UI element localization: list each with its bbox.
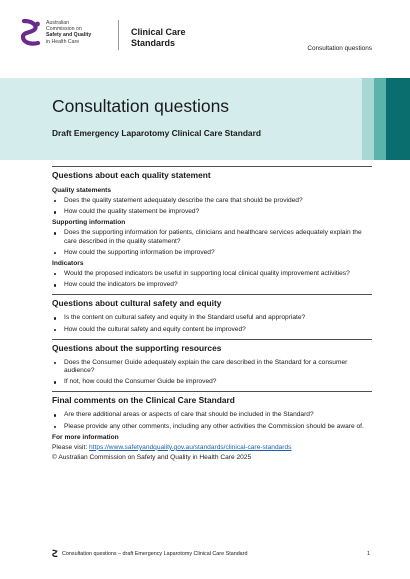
visit-prefix: Please visit: <box>52 443 90 451</box>
program-name <box>131 27 186 49</box>
banner-stripe-light <box>362 78 374 160</box>
program-line-2: Standards <box>131 38 176 48</box>
footer-title: Consultation questions – draft Emergency Laparotomy Clinical Care Standard <box>62 551 248 557</box>
commission-logo-small-icon <box>52 549 58 558</box>
banner-stripe-mid <box>374 78 386 160</box>
question-list <box>52 314 372 333</box>
list-item: Does the quality statement adequately describe the care that should be provided? <box>52 197 372 205</box>
copyright-notice: © Australian Commission on Safety and Quality in Health Care 2025 <box>52 454 252 462</box>
page-subtitle: Draft Emergency Laparotomy Clinical Care Standard <box>52 128 261 138</box>
question-list <box>52 359 372 387</box>
list-item: How could the supporting information be improved? <box>52 249 372 257</box>
group-heading: Quality statements <box>52 187 111 194</box>
standards-link[interactable]: https://www.safetyandquality.gov.au/standards/clinical-care-standards <box>89 443 292 451</box>
logo-line-1: Australian <box>46 20 70 26</box>
commission-name <box>46 20 91 45</box>
section-heading: Final comments on the Clinical Care Standard <box>52 391 372 411</box>
banner-stripe-dark <box>386 78 410 160</box>
title-banner <box>0 78 410 160</box>
section-supporting-resources <box>52 339 372 387</box>
section-heading: Questions about cultural safety and equity <box>52 294 372 314</box>
question-list <box>52 197 372 216</box>
commission-logo-icon <box>20 19 42 47</box>
group-quality-statements <box>52 187 372 216</box>
list-item: Are there additional areas or aspects of care that should be included in the Standard? <box>52 411 372 419</box>
list-item: How could the indicators be improved? <box>52 281 372 289</box>
list-item: How could the quality statement be improved? <box>52 208 372 216</box>
section-heading: Questions about the supporting resources <box>52 339 372 359</box>
section-heading: Questions about each quality statement <box>52 166 372 186</box>
list-item: If not, how could the Consumer Guide be improved? <box>52 378 372 386</box>
section-cultural-safety <box>52 294 372 333</box>
list-item: Does the supporting information for patients, clinicians and healthcare services adequately explain the care described in the quality statement? <box>52 229 372 245</box>
logo-line-4: in Health Care <box>46 38 80 45</box>
header-section-label: Consultation questions <box>307 45 372 52</box>
group-indicators <box>52 260 372 289</box>
more-info-visit <box>52 444 372 452</box>
section-quality-statements <box>52 166 372 289</box>
page-title: Consultation questions <box>52 96 230 116</box>
list-item: How could the cultural safety and equity content be improved? <box>52 326 372 334</box>
main-content <box>52 166 372 462</box>
section-final-comments <box>52 391 372 430</box>
list-item: Does the Consumer Guide adequately explain the care described in the Standard for a consumer audience? <box>52 359 372 375</box>
logo-line-2: Commission on <box>46 26 82 33</box>
page-header <box>0 0 410 78</box>
header-divider <box>118 20 119 50</box>
list-item: Is the content on cultural safety and equity in the Standard useful and appropriate? <box>52 314 372 322</box>
group-heading: Supporting information <box>52 219 126 227</box>
program-line-1: Clinical Care <box>131 27 186 37</box>
page-number: 1 <box>367 551 370 557</box>
list-item: Please provide any other comments, including any other activities the Commission should be aware of. <box>52 423 372 431</box>
more-info-heading: For more information <box>52 433 119 441</box>
question-list <box>52 229 372 257</box>
list-item: Would the proposed indicators be useful in supporting local clinical quality improvement activities? <box>52 270 372 278</box>
group-heading: Indicators <box>52 260 84 268</box>
question-list <box>52 411 372 430</box>
logo-line-3: Safety and Quality <box>46 32 92 39</box>
question-list <box>52 270 372 289</box>
group-supporting-information <box>52 219 372 257</box>
